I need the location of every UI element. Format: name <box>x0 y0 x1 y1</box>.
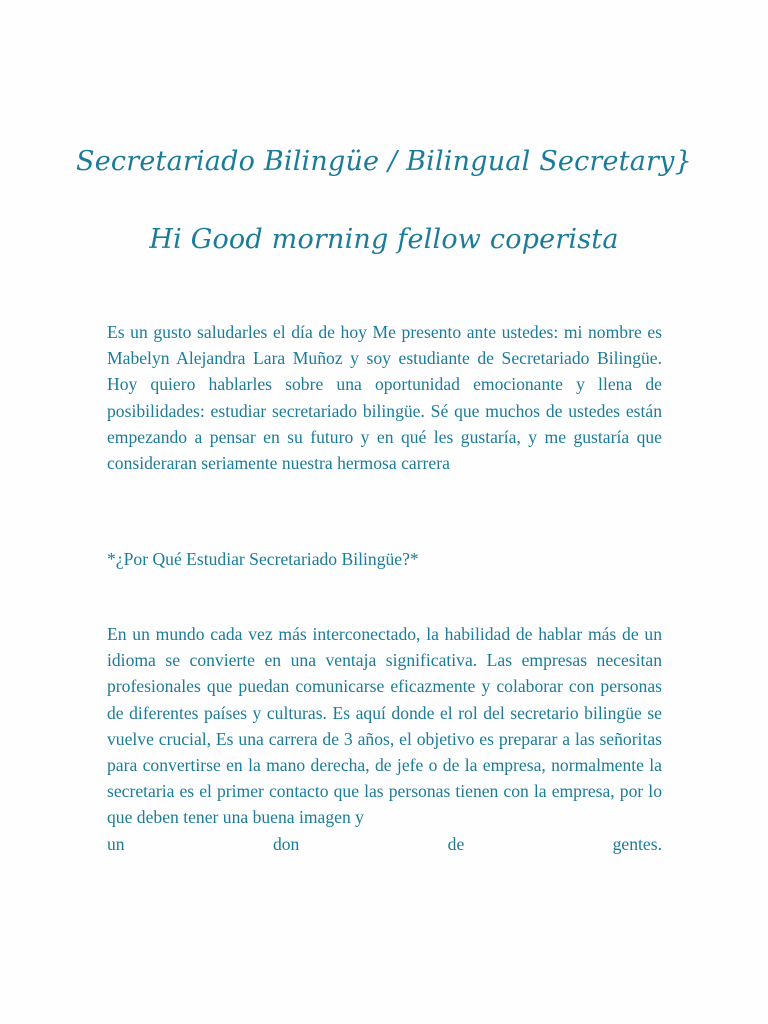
last-line-word: gentes. <box>612 833 662 854</box>
last-line-word: un <box>107 833 125 854</box>
body-paragraph-text: En un mundo cada vez más interconectado, la habilidad de hablar más de un idioma se convierte en una ventaja significativa. Las empresas necesitan profesionales que puedan comunicarse eficazmente y colaborar con personas de diferentes países y culturas. Es aquí donde el rol del secretario bilingüe se vuelve crucial, Es una carrera de 3 años, el objetivo es preparar a las señoritas para convertirse en la mano derecha, de jefe o de la empresa, normalmente la secretaria es el primer contacto que las personas tienen con la empresa, por lo que deben tener una buena imagen y <box>107 624 662 828</box>
document-subtitle: Hi Good morning fellow coperista <box>149 224 619 255</box>
body-paragraph-last-line <box>107 831 662 857</box>
document-title: Secretariado Bilingüe / Bilingual Secretary} <box>76 146 692 177</box>
intro-paragraph: Es un gusto saludarles el día de hoy Me presento ante ustedes: mi nombre es Mabelyn Alejandra Lara Muñoz y soy estudiante de Secretariado Bilingüe. Hoy quiero hablarles sobre una oportunidad emocionante y llena de posibilidades: estudiar secretariado bilingüe. Sé que muchos de ustedes están empezando a pensar en su futuro y en qué les gustaría, y me gustaría que consideraran seriamente nuestra hermosa carrera <box>107 322 662 474</box>
body-paragraph <box>107 621 662 857</box>
section-heading: *¿Por Qué Estudiar Secretariado Bilingüe?* <box>107 549 419 569</box>
last-line-word: don <box>272 833 300 854</box>
last-line-word: de <box>447 833 465 854</box>
